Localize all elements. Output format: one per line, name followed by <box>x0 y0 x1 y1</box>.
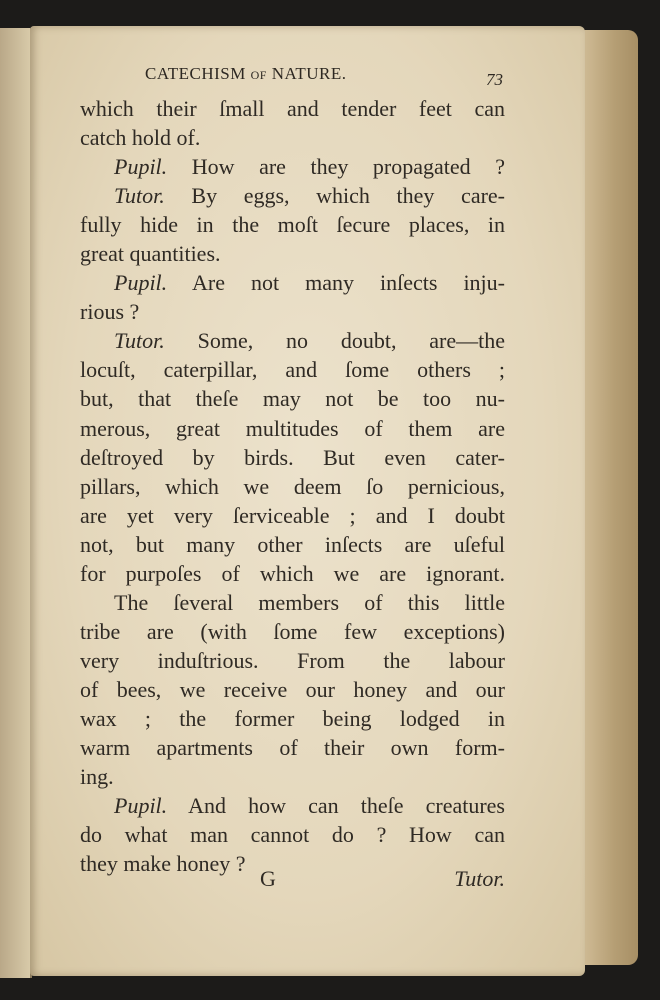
speaker-label: Pupil. <box>114 793 168 819</box>
text-line <box>80 181 505 210</box>
speaker-label: Pupil. <box>114 270 168 296</box>
line-text: do what man cannot do ? How can <box>80 822 505 848</box>
running-title <box>145 64 347 84</box>
text-line <box>80 443 505 472</box>
text-line <box>80 617 505 646</box>
running-title-word: NATURE. <box>271 64 347 83</box>
running-title-word: OF <box>250 68 267 82</box>
text-line <box>80 355 505 384</box>
text-line <box>80 210 505 239</box>
text-line <box>80 239 505 268</box>
speaker-label: Tutor. <box>114 183 165 209</box>
line-text: tribe are (with ſome few exceptions) <box>80 618 505 644</box>
line-text: deſtroyed by birds. But even cater- <box>80 444 505 470</box>
text-line <box>80 152 505 181</box>
line-text: How are they propagated ? <box>191 154 505 180</box>
line-text: Some, no doubt, are—the <box>197 328 505 354</box>
text-line <box>80 704 505 733</box>
running-header <box>80 64 505 88</box>
text-line <box>80 530 505 559</box>
text-line <box>80 559 505 588</box>
text-line <box>80 675 505 704</box>
line-text: which their ſmall and tender feet can <box>80 96 505 121</box>
line-text: ing. <box>80 764 114 790</box>
text-line <box>80 733 505 762</box>
line-text: for purpoſes of which we are ignorant. <box>80 560 505 586</box>
text-line <box>80 94 505 123</box>
speaker-label: Tutor. <box>114 328 165 354</box>
line-text: rious ? <box>80 299 140 325</box>
text-line <box>80 384 505 413</box>
text-line <box>80 820 505 849</box>
line-text: fully hide in the moſt ſecure places, in <box>80 212 505 238</box>
line-text: warm apartments of their own form- <box>80 735 505 761</box>
line-text: they make honey ? <box>80 851 246 877</box>
running-title-word: CATECHISM <box>145 64 246 83</box>
facing-page-edge <box>0 28 32 978</box>
line-text: The ſeveral members of this little <box>114 589 505 615</box>
text-line <box>80 588 505 617</box>
speaker-label: Pupil. <box>114 154 168 180</box>
line-text: great quantities. <box>80 241 221 267</box>
text-line <box>80 123 505 152</box>
line-text: but, that theſe may not be too nu- <box>80 386 505 412</box>
page-number: 73 <box>486 70 503 89</box>
text-line <box>80 762 505 791</box>
line-text: catch hold of. <box>80 125 201 151</box>
line-text: wax ; the former being lodged in <box>80 705 505 731</box>
line-text: locuſt, caterpillar, and ſome others ; <box>80 357 505 383</box>
text-line <box>80 414 505 443</box>
signature-mark: G <box>260 866 276 891</box>
text-line <box>80 326 505 355</box>
line-text: of bees, we receive our honey and our <box>80 676 505 702</box>
body-text <box>80 94 505 878</box>
text-line <box>80 646 505 675</box>
text-line <box>80 268 505 297</box>
line-text: not, but many other inſects are uſeful <box>80 531 505 557</box>
line-text: pillars, which we deem ſo pernicious, <box>80 473 505 499</box>
line-text: merous, great multitudes of them are <box>80 415 505 441</box>
line-text: are yet very ſerviceable ; and I doubt <box>80 502 505 528</box>
line-text: very induſtrious. From the labour <box>80 647 505 673</box>
text-line <box>80 849 505 878</box>
text-line <box>80 472 505 501</box>
line-text: And how can theſe creatures <box>188 793 505 819</box>
line-text: Are not many inſects inju- <box>191 270 505 296</box>
text-line <box>80 791 505 820</box>
line-text: By eggs, which they care- <box>191 183 506 209</box>
text-line <box>80 297 505 326</box>
text-line <box>80 501 505 530</box>
catchword: Tutor. <box>454 866 505 891</box>
